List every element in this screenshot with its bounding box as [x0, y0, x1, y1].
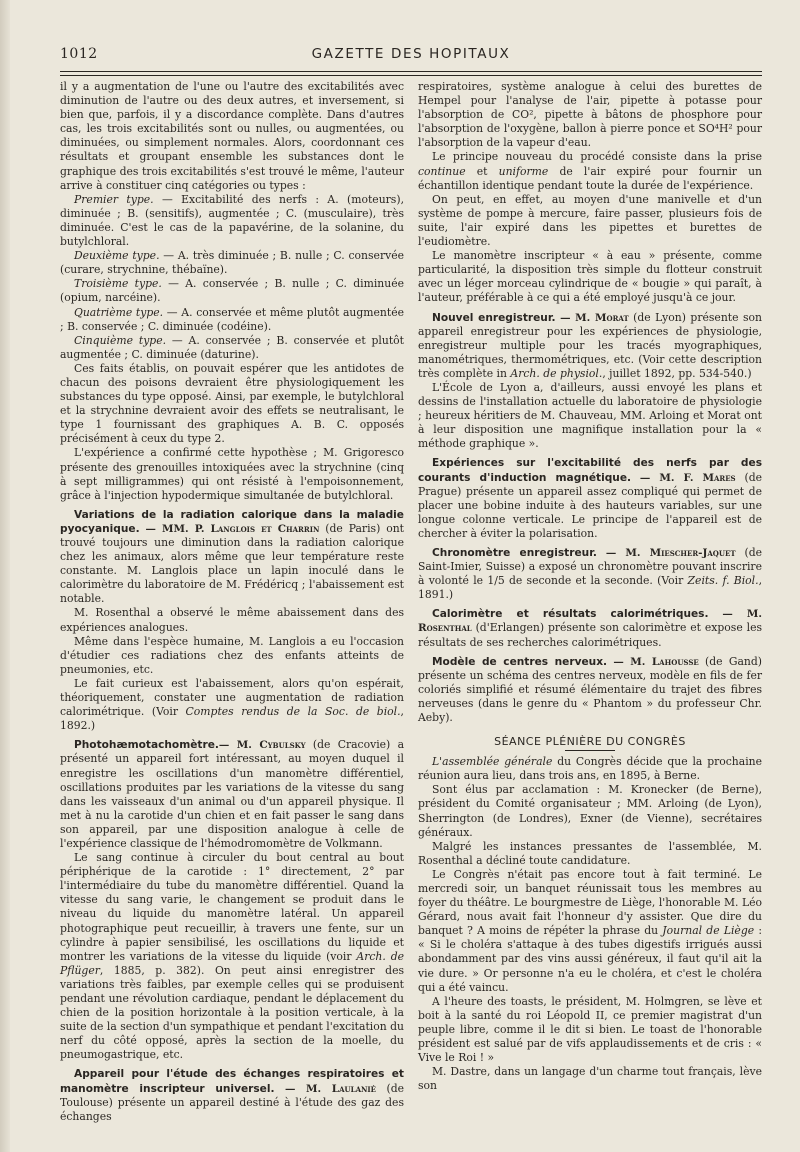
type-text: — A. conservée ; B. conservée et plutôt augmentée ; C. diminuée (daturine). [60, 333, 405, 361]
article-authors: — M. Rosenthal [418, 608, 762, 635]
article-authors: — MM. P. Langlois et Charrin [145, 522, 320, 535]
article-text: (d'Erlangen) présente son calorimètre et expose les résultats de ses recherches calorimétriques. [418, 621, 762, 649]
paragraph: Ces faits établis, on pouvait espérer que les antidotes de chacun des poisons devraient être physiologiquement les substances du type opposé. Ainsi, par exemple, le butylchloral et la strychnine devraient avoir des effets se neutralisant, le type 1 fournissant des graphiques A. B. C. opposés précisément à ceux du type 2. [60, 361, 404, 446]
type-label: Deuxième type. [74, 249, 160, 263]
journal-title: GAZETTE DES HOPITAUX [311, 46, 511, 62]
article-text: , juillet 1892, pp. 534-540.) [602, 366, 752, 380]
reference: Arch. de Pflüger [60, 949, 405, 977]
left-column [60, 80, 405, 1123]
article-text: (de Cracovie) a présenté un appareil fort intéressant, au moyen duquel il enregistre les oscillations d'un manomètre différentiel, oscillations produites par les variations de la vitesse du sang dans les vaisseaux d'un animal ou d'un appareil physique. Il met à nu la carotide d'un chien et en fait passer le sang dans son appareil, par une disposition analogue à celle de l'expérience classique de l'hémodromomètre de Volkmann. [60, 738, 405, 850]
article-authors: — M. Lahousse [613, 655, 699, 668]
article-heading: Modèle de centres nerveux. [432, 655, 608, 668]
paragraph: A l'heure des toasts, le président, M. Holmgren, se lève et boit à la santé du roi Léopold II, ce premier magistrat d'un peuple libre, comme il le dit si bien. Le toast de l'honorable président est salué par de vifs applaudissements et de cris : « Vive le Roi ! » [418, 994, 762, 1065]
page-binding-edge [0, 0, 10, 1152]
reference: Journal de Liège [662, 924, 755, 938]
article-radiation [60, 508, 404, 607]
article-heading: Chronomètre enregistreur. [432, 547, 597, 559]
article-text: (de Prague) présente un appareil assez compliqué qui permet de placer une bobine induite à des hauteurs variables, sur une longue colonne verticale. Le principe de l'appareil est de chercher à éviter la polarisation. [418, 470, 762, 540]
text: Le fait curieux est l'abaissement, alors qu'on espérait, théoriquement, constater une augmentation de radiation calorimétrique. (Voir [60, 676, 404, 719]
type-text: — A. conservée ; B. nulle ; C. diminuée (opium, narcéine). [60, 277, 404, 305]
section-title: SÉANCE PLÉNIÈRE DU CONGRÈS [418, 735, 762, 751]
article-authors: — M. Miescher-Jaquet [605, 547, 736, 559]
paragraph: M. Dastre, dans un langage d'un charme tout français, lève son [418, 1065, 762, 1093]
text: Le sang continue à circuler du bout central au bout périphérique de la carotide : 1° directement, 2° par l'intermédiaire du tube du manomètre différentiel. Quand la vitesse du sang varie, le changement se produit dans le niveau du liquide du manomètre latéral. Un appareil photographique peut recueillir, à travers une fente, sur un cylindre à papier sensibilisé, les oscillations du liquide et montrer les variations de la vitesse du liquide (voir [60, 851, 404, 963]
article-heading: Calorimètre et résultats calorimétriques. [432, 608, 709, 621]
article-chronometre [418, 546, 762, 602]
article-text: (de Gand) présente un schéma des centres nerveux, modèle en fils de fer coloriés simplifié et résumé élémentaire du trajet des fibres nerveuses (dans le genre du « Phantom » du professeur Chr. Aeby). [418, 654, 762, 725]
article-photohaemotachometre [60, 738, 404, 851]
article-authors: — M. Morat [560, 311, 629, 324]
emphasis: continue [418, 164, 466, 178]
page-header [60, 46, 762, 68]
article-centres-nerveux [418, 655, 762, 725]
paragraph: Même dans l'espèce humaine, M. Langlois a eu l'occasion d'étudier ces radiations chez des enfants atteints de pneumonies, etc. [60, 634, 404, 676]
reference: Arch. de physiol. [510, 366, 603, 380]
article-text: (de Paris) ont trouvé toujours une diminution dans la radiation calorique chez les animaux, alors même que leur température reste constante. M. Langlois place un lapin inoculé dans le calorimètre du laboratoire de M. Frédéricq ; l'abaissement est notable. [60, 521, 404, 606]
right-column [418, 80, 763, 1093]
paragraph [60, 677, 404, 733]
paragraph [60, 851, 404, 1062]
paragraph [60, 193, 404, 249]
page-number: 1012 [60, 46, 98, 62]
reference: Comptes rendus de la Soc. de biol. [185, 705, 401, 719]
article-calorimetre [418, 607, 762, 649]
text: Le principe nouveau du procédé consiste dans la prise [432, 150, 762, 164]
paragraph: il y a augmentation de l'une ou l'autre des excitabilités avec diminution de l'autre ou des deux autres, et inversement, si bien que, parfois, il y a discordance complète. Dans d'autres cas, les trois excitabilités sont ou nulles, ou augmentées, ou diminuées, ou simplement normales. Alors, coordonnant ces résultats et groupant ensemble les substances dont le graphique des trois excitabilités s'est trouvé le même, l'auteur arrive à constituer cinq catégories ou types : [60, 80, 404, 192]
article-heading: Nouvel enregistreur. [432, 311, 556, 324]
paragraph: L'expérience a confirmé cette hypothèse ; M. Grigoresco présente des grenouilles intoxiquées avec la strychnine (cinq à sept milligrammes) qui ont résisté à l'empoisonnement, grâce à l'injection hypodermique simultanée de butylchloral. [60, 446, 404, 502]
type-label: Cinquième type. [74, 333, 167, 347]
text: et [465, 164, 499, 178]
article-text: (de Saint-Imier, Suisse) a exposé un chronomètre pouvant inscrire à volonté le 1/5 de seconde et la seconde. (Voir [418, 546, 762, 588]
text: , 1892.) [60, 705, 404, 733]
text: de l'air expiré pour fournir un échantillon identique pendant toute la durée de l'expérience. [418, 164, 763, 192]
reference: Zeits. f. Biol. [687, 574, 759, 588]
text: du Congrès décide que la prochaine réunion aura lieu, dans trois ans, en 1895, à Berne. [418, 755, 762, 783]
article-heading: Expériences sur l'excitabilité des nerfs par des courants d'induction magnétique. [418, 457, 762, 484]
type-label: Troisième type. [74, 277, 162, 291]
type-text: — A. conservée et même plutôt augmentée ; B. conservée ; C. diminuée (codéine). [60, 305, 404, 333]
article-authors: — M. Cybulsky [218, 739, 306, 752]
type-label: Quatrième type. [74, 305, 164, 319]
article-text: (de Toulouse) présente un appareil destiné à l'étude des gaz des échanges [60, 1081, 404, 1123]
paragraph [60, 334, 404, 362]
article-authors: — M. Laulanié [285, 1082, 377, 1095]
paragraph [60, 306, 404, 334]
header-rule-thin [60, 75, 762, 76]
paragraph [418, 755, 762, 783]
paragraph [60, 277, 404, 305]
paragraph: Le manomètre inscripteur « à eau » présente, comme particularité, la disposition très simple du flotteur construit avec un léger morceau cylindrique de « bougie » qui paraît, à l'auteur, préférable à ce qui a été employé jusqu'à ce jour. [418, 249, 762, 305]
paragraph [418, 150, 762, 192]
emphasis: L'assemblée générale [432, 755, 553, 769]
article-heading: Variations de la radiation calorique dans la maladie pyocyanique. [60, 508, 404, 535]
text: : « Si le choléra s'attaque à des tubes digestifs irrigués aussi abondamment par des vins aussi généreux, il faut qu'il ait la vie dure. » Or personne n'a eu le choléra, et c'est le choléra qui a été vaincu. [418, 924, 762, 994]
paragraph: respiratoires, système analogue à celui des burettes de Hempel pour l'analyse de l'air, pipette à potasse pour l'absorption de CO², pipette à bâtons de phosphore pour l'absorption de l'oxygène, ballon à pierre ponce et SO⁴H² pour l'absorption de la vapeur d'eau. [418, 80, 762, 150]
paragraph: On peut, en effet, au moyen d'une manivelle et d'un système de pompe à mercure, faire passer, plusieurs fois de suite, l'air expiré dans les pipettes et burettes de l'eudiomètre. [418, 192, 762, 249]
paragraph [418, 868, 762, 995]
article-authors: — M. F. Mares [639, 471, 736, 484]
type-label: Premier type. [74, 192, 154, 206]
article-heading: Photohæmotachomètre. [74, 739, 219, 752]
article-appareil-respiratoire [60, 1067, 404, 1123]
text: , 1885, p. 382). On peut ainsi enregistrer des variations très faibles, par exemple celles qui se produisent pendant une révolution cardiaque, pendant le déplacement du chien de la position horizontale à la position verticale, à la suite de la section d'un sympathique et pendant l'excitation du nerf du côté opposé, après la section de la moelle, du pneumogastrique, etc. [60, 963, 404, 1062]
paragraph: M. Rosenthal a observé le même abaissement dans des expériences analogues. [60, 606, 404, 634]
article-excitabilite [418, 456, 762, 541]
emphasis: uniforme [498, 164, 549, 178]
article-heading: Appareil pour l'étude des échanges respiratoires et manomètre inscripteur universel. [60, 1068, 404, 1095]
paragraph [60, 249, 404, 277]
header-rule-thick [60, 71, 762, 72]
article-text: , 1891.) [418, 574, 762, 602]
paragraph: L'École de Lyon a, d'ailleurs, aussi envoyé les plans et dessins de l'installation actuelle du laboratoire de physiologie ; heureux héritiers de M. Chauveau, MM. Arloing et Morat ont à leur disposition une magnifique installation pour la « méthode graphique ». [418, 380, 762, 451]
type-text: — A. très diminuée ; B. nulle ; C. conservée (curare, strychnine, thébaïne). [60, 249, 404, 277]
type-text: — Excitabilité des nerfs : A. (moteurs), diminuée ; B. (sensitifs), augmentée ; C. (musculaire), très diminuée. C'est le cas de la papavérine, de la solanine, du butylchloral. [60, 192, 404, 249]
text: Le Congrès n'était pas encore tout à fait terminé. Le mercredi soir, un banquet réunissait tous les membres au foyer du théâtre. Le bourgmestre de Liège, l'honorable M. Léo Gérard, nous avait fait l'honneur d'y assister. Que dire du banquet ? A moins de répéter la phrase du [418, 867, 762, 938]
paragraph: Sont élus par acclamation : M. Kronecker (de Berne), président du Comité organisateur ; MM. Arloing (de Lyon), Sherrington (de Londres), Exner (de Vienne), secrétaires généraux. [418, 783, 762, 839]
paragraph: Malgré les instances pressantes de l'assemblée, M. Rosenthal a décliné toute candidature. [418, 839, 762, 867]
article-text: (de Lyon) présente son appareil enregistreur pour les expériences de physiologie, enregistreur multiple pour les tracés myographiques, manométriques, thermométriques, etc. (Voir cette description très complète in [418, 310, 762, 380]
article-enregistreur [418, 311, 762, 381]
